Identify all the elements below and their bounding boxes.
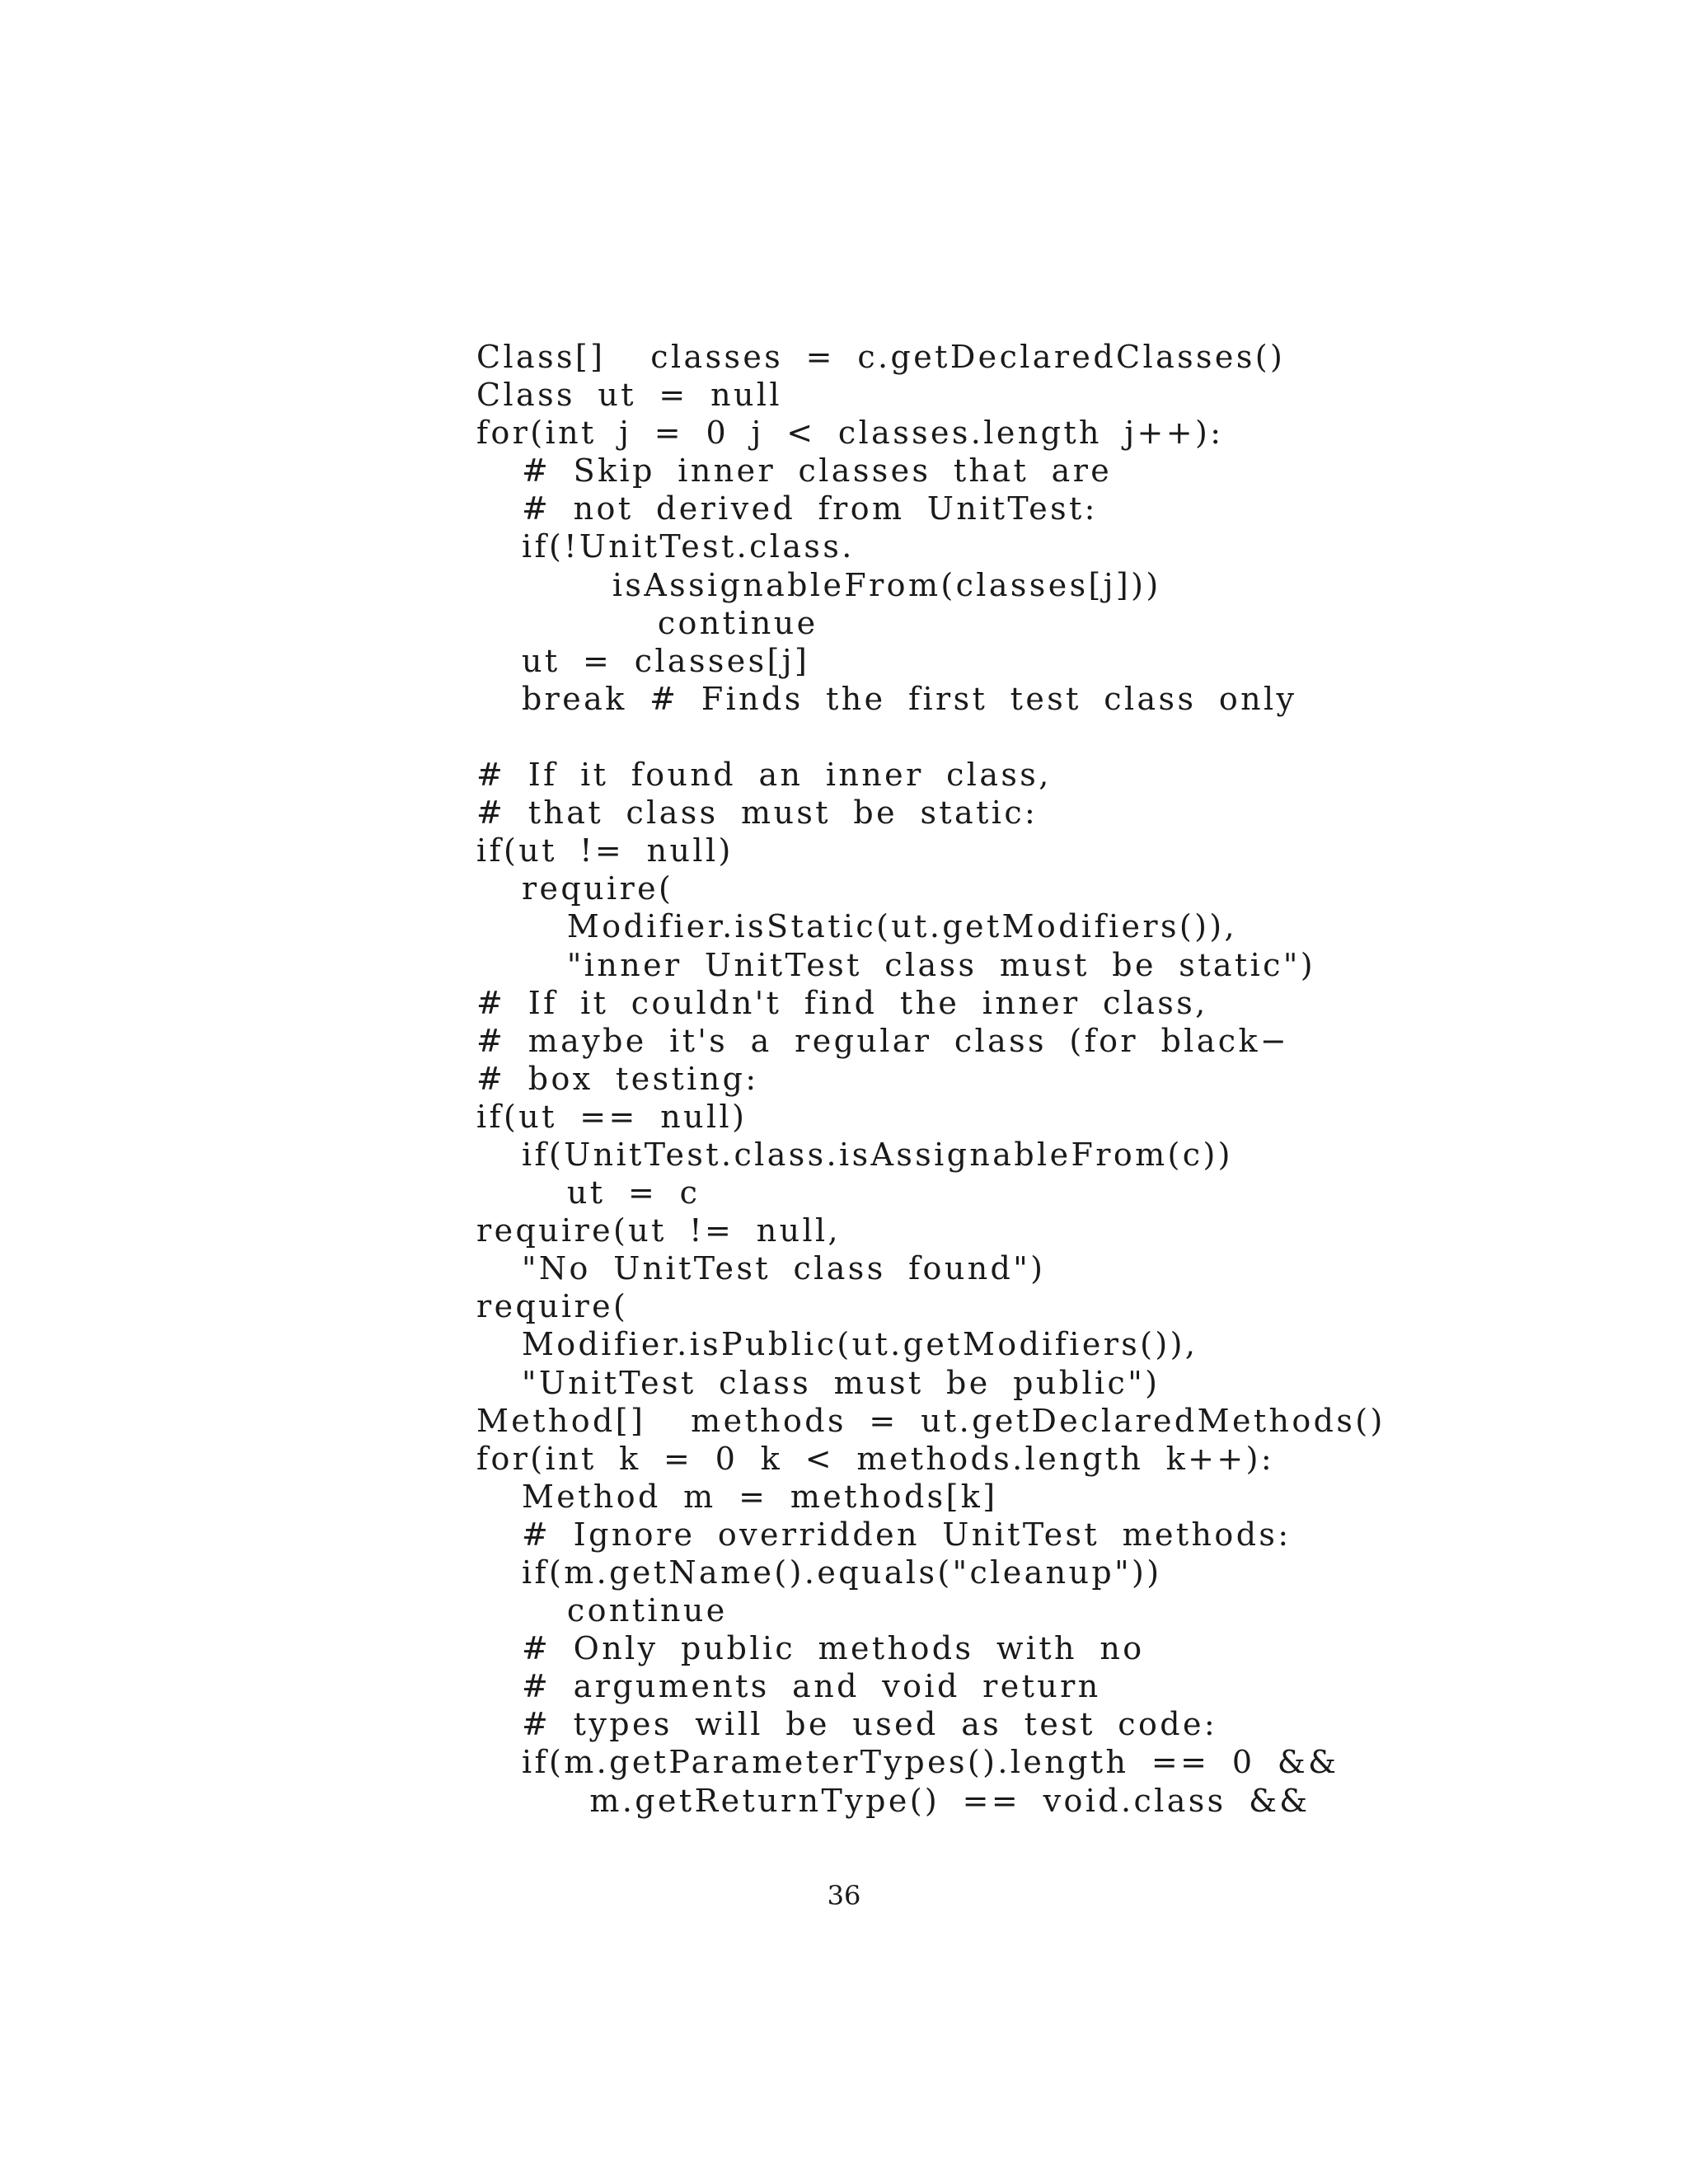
code-line: "UnitTest class must be public") (476, 1364, 1160, 1401)
code-line: if(!UnitTest.class. (476, 528, 855, 565)
page-number: 36 (827, 1880, 861, 1911)
code-line: ut = c (476, 1174, 701, 1212)
code-line: if(ut == null) (476, 1098, 748, 1135)
code-line: Class[] classes = c.getDeclaredClasses() (476, 339, 1286, 375)
code-line: Method m = methods[k] (476, 1478, 998, 1515)
code-line: # not derived from UnitTest: (476, 490, 1098, 527)
code-line: continue (476, 604, 818, 641)
code-line: break # Finds the first test class only (476, 680, 1297, 717)
code-line (476, 718, 1317, 756)
code-line: "No UnitTest class found") (476, 1250, 1046, 1287)
code-line: # If it couldn't find the inner class, (476, 984, 1208, 1021)
code-line: # arguments and void return (476, 1668, 1101, 1705)
code-line: # Only public methods with no (476, 1630, 1145, 1667)
code-line: for(int k = 0 k < methods.length k++): (476, 1440, 1275, 1477)
code-line: # Ignore overridden UnitTest methods: (476, 1516, 1292, 1553)
code-line: if(m.getParameterTypes().length == 0 && (476, 1744, 1339, 1781)
code-line: require( (476, 1288, 629, 1325)
code-line: # If it found an inner class, (476, 757, 1052, 794)
code-line: ut = classes[j] (476, 642, 810, 679)
code-listing (476, 338, 1386, 1820)
code-line: # box testing: (476, 1060, 759, 1097)
code-line: require(ut != null, (476, 1212, 842, 1249)
code-line: if(ut != null) (476, 832, 734, 869)
code-line: for(int j = 0 j < classes.length j++): (476, 415, 1224, 452)
code-line: Modifier.isStatic(ut.getModifiers()), (476, 908, 1238, 945)
code-line: # Skip inner classes that are (476, 452, 1113, 490)
code-line: if(m.getName().equals("cleanup")) (476, 1554, 1162, 1591)
code-line: "inner UnitTest class must be static") (476, 946, 1315, 983)
code-line: # types will be used as test code: (476, 1706, 1218, 1743)
code-line: Modifier.isPublic(ut.getModifiers()), (476, 1326, 1198, 1363)
code-line: continue (476, 1592, 728, 1629)
code-line: # maybe it's a regular class (for black− (476, 1022, 1290, 1059)
code-line: isAssignableFrom(classes[j])) (476, 566, 1161, 603)
code-line: if(UnitTest.class.isAssignableFrom(c)) (476, 1136, 1233, 1173)
code-line: require( (476, 870, 674, 907)
code-line: Class ut = null (476, 377, 782, 414)
code-line: m.getReturnType() == void.class && (476, 1782, 1311, 1819)
code-line: # that class must be static: (476, 794, 1039, 832)
code-line: Method[] methods = ut.getDeclaredMethods() (476, 1402, 1386, 1439)
